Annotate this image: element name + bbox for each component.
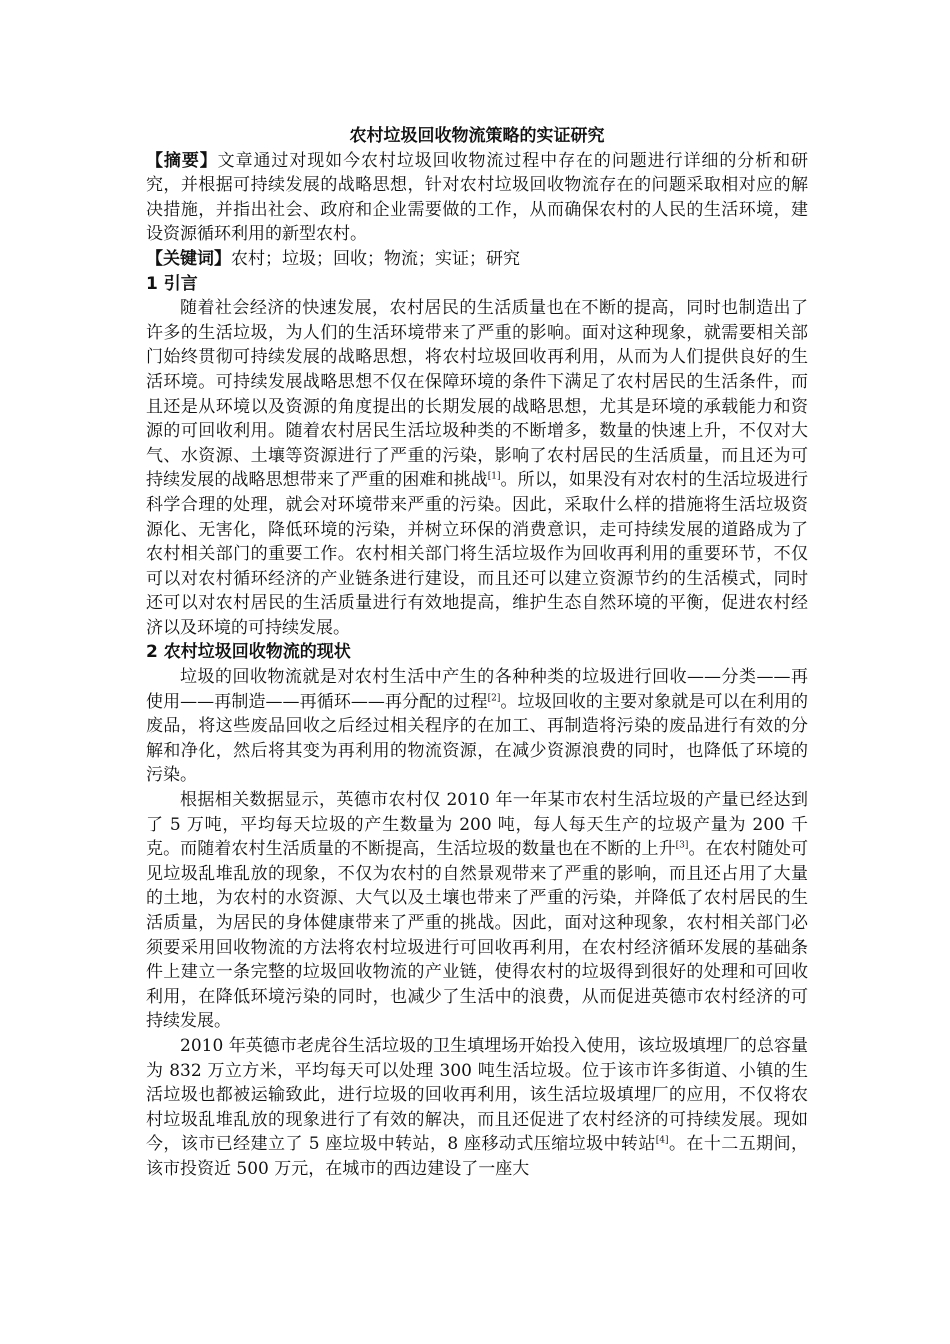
keywords-paragraph — [146, 247, 808, 272]
status-paragraph-2 — [146, 788, 808, 1034]
abstract-paragraph — [146, 149, 808, 247]
abstract-label: 【摘要】 — [146, 150, 218, 171]
status-paragraph-1 — [146, 665, 808, 788]
paragraph-text: 2010 年英德市老虎谷生活垃圾的卫生填埋场开始投入使用，该垃圾填埋厂的总容量为 832 万立方米，平均每天可以处理 300 吨生活垃圾。位于该市许多街道、小镇的生活垃圾也都被运输致此，进行垃圾的回收再利用，该生活垃圾填埋厂的应用，不仅将农村垃圾乱堆乱放的现象进行了有效的解决，而且还促进了农村经济的可持续发展。现如今，该市已经建立了 5 座垃圾中转站，8 座移动式压缩垃圾中转站 — [146, 1035, 808, 1155]
paragraph-text: 根据相关数据显示，英德市农村仅 2010 年一年某市农村生活垃圾的产量已经达到了 5 万吨，平均每天垃圾的产生数量为 200 吨，每人每天生产的垃圾产量为 200 千克。而随着农村生活质量的不断提高，生活垃圾的数量也在不断的上升 — [146, 790, 808, 860]
paragraph-text: 随着社会经济的快速发展，农村居民的生活质量也在不断的提高，同时也制造出了许多的生活垃圾，为人们的生活环境带来了严重的影响。面对这种现象，就需要相关部门始终贯彻可持续发展的战略思想，将农村垃圾回收再利用，从而为人们提供良好的生活环境。可持续发展战略思想不仅在保障环境的条件下满足了农村居民的生活条件，而且还是从环境以及资源的角度提出的长期发展的战略思想，尤其是环境的承载能力和资源的可回收利用。随着农村居民生活垃圾种类的不断增多，数量的快速上升，不仅对大气、水资源、土壤等资源进行了严重的污染，影响了农村居民的生活质量，而且还为可持续发展的战略思想带来了严重的困难和挑战 — [146, 298, 808, 491]
keywords-text: 农村；垃圾；回收；物流；实证；研究 — [231, 248, 520, 269]
document-title: 农村垃圾回收物流策略的实证研究 — [349, 126, 605, 146]
document-page — [146, 124, 808, 1182]
citation-ref: [2] — [487, 693, 501, 703]
citation-ref: [4] — [655, 1135, 669, 1146]
paragraph-text: 。所以，如果没有对农村的生活垃圾进行科学合理的处理，就会对环境带来严重的污染。因此，采取什么样的措施将生活垃圾资源化、无害化，降低环境的污染，并树立环保的消费意识，走可持续发展的道路成为了农村相关部门的重要工作。农村相关部门将生活垃圾作为回收再利用的重要环节，不仅可以对农村循环经济的产业链条进行建设，而且还可以建立资源节约的生活模式，同时还可以对农村居民的生活质量进行有效地提高，维护生态自然环境的平衡，促进农村经济以及环境的可持续发展。 — [146, 470, 809, 638]
paragraph-text: 。在十二五期间，该市投资近 500 万元，在城市的西边建设了一座大 — [146, 1134, 809, 1179]
status-paragraph-3 — [146, 1034, 808, 1182]
citation-ref: [1] — [487, 471, 501, 482]
intro-paragraph — [146, 296, 808, 640]
paragraph-text: 。在农村随处可见垃圾乱堆乱放的现象，不仅为农村的自然景观带来了严重的影响，而且还占用了大量的土地，为农村的水资源、大气以及土壤也带来了严重的污染，并降低了农村居民的生活质量，为居民的身体健康带来了严重的挑战。因此，面对这种现象，农村相关部门必须要采用回收物流的方法将农村垃圾进行可回收再利用，在农村经济循环发展的基础条件上建立一条完整的垃圾回收物流的产业链，使得农村的垃圾得到很好的处理和可回收利用，在降低环境污染的同时，也减少了生活中的浪费，从而促进英德市农村经济的可持续发展。 — [146, 839, 809, 1032]
section-heading-status: 2 农村垃圾回收物流的现状 — [146, 642, 351, 663]
paragraph-text: 垃圾的回收物流就是对农村生活中产生的各种种类的垃圾进行回收——分类——再使用——再制造——再循环——再分配的过程 — [146, 667, 808, 712]
abstract-text: 文章通过对现如今农村垃圾回收物流过程中存在的问题进行详细的分析和研究，并根据可持续发展的战略思想，针对农村垃圾回收物流存在的问题采取相对应的解决措施，并指出社会、政府和企业需要做的工作，从而确保农村的人民的生活环境，建设资源循环利用的新型农村。 — [146, 150, 809, 245]
section-heading-intro: 1 引言 — [146, 273, 198, 294]
keywords-label: 【关键词】 — [146, 248, 231, 269]
paragraph-text: 。垃圾回收的主要对象就是可以在利用的废品，将这些废品回收之后经过相关程序的在加工、再制造将污染的废品进行有效的分解和净化，然后将其变为再利用的物流资源，在减少资源浪费的同时，也降低了环境的污染。 — [146, 691, 808, 786]
citation-ref: [3] — [675, 840, 689, 851]
